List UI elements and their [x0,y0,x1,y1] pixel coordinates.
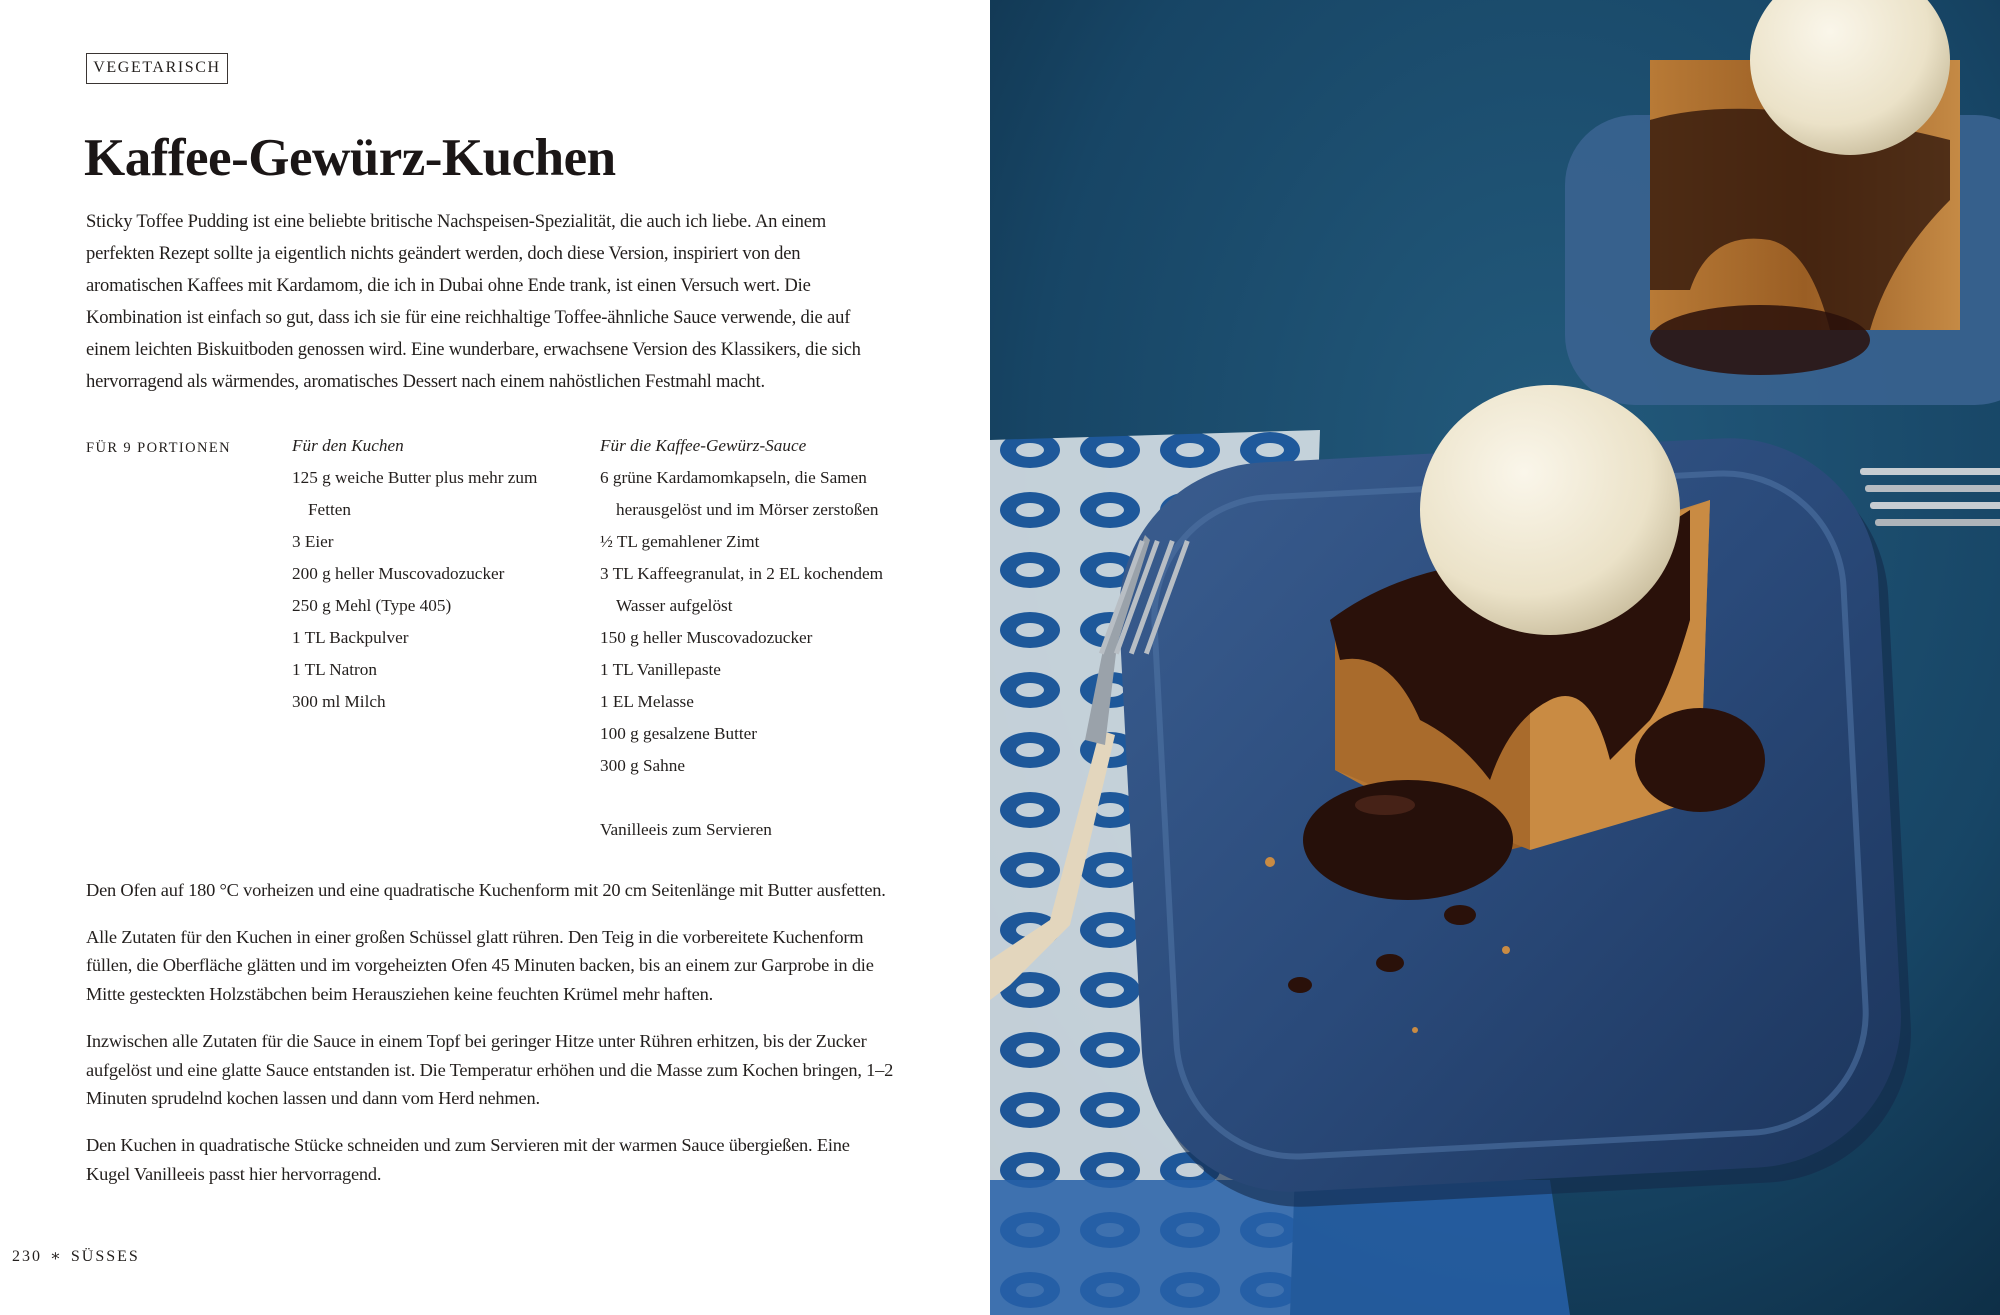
serving-suggestion: Vanilleeis zum Servieren [600,820,772,839]
page-number: 230 [12,1248,42,1265]
sauce-ingredient: 150 g heller Muscovadozucker [600,628,813,647]
recipe-intro: Sticky Toffee Pudding ist eine beliebte britische Nachspeisen-Spezialität, die auch ich liebe. An einem perfekten Rezept sollte ja eigentlich nichts geändert werden, doch diese Version, inspiriert von den aromatischen Kaffees mit Kardamom, die ich in Dubai ohne Ende trank, ist einen Versuch wert. Die Kombination ist einfach so gut, dass ich sie für eine reichhaltige Toffee-ähnliche Sauce verwende, die auf einem leichten Biskuitboden genossen wird. Eine wunderbare, erwachsene Version des Klassikers, die sich hervorragend als wärmendes, aromatisches Dessert nach einem nahöstlichen Festmahl macht. [86,211,861,392]
sauce-ingredient: 300 g Sahne [600,756,685,775]
sauce-ingredient: 1 TL Vanillepaste [600,660,721,679]
ingredient-spacer [600,782,900,814]
sauce-ingredients-heading: Für die Kaffee-Gewürz-Sauce [600,436,807,455]
method-steps [86,876,896,1206]
cake-ingredients-heading: Für den Kuchen [292,436,404,455]
dessert-photo [990,0,2000,1315]
method-step: Den Ofen auf 180 °C vorheizen und eine quadratische Kuchenform mit 20 cm Seitenlänge mit Butter ausfetten. [86,880,886,900]
method-step: Den Kuchen in quadratische Stücke schneiden und zum Servieren mit der warmen Sauce übergießen. Eine Kugel Vanilleeis passt hier hervorragend. [86,1134,850,1184]
sauce-ingredient: ½ TL gemahlener Zimt [600,532,760,551]
cake-ingredient: 200 g heller Muscovadozucker [292,564,505,583]
cake-ingredient: 125 g weiche Butter plus mehr zum Fetten [292,468,538,519]
cake-ingredient: 1 TL Natron [292,660,377,679]
category-tag: VEGETARISCH [86,53,228,84]
cake-ingredient: 3 Eier [292,532,334,551]
cake-ingredients [292,430,582,718]
cake-ingredient: 1 TL Backpulver [292,628,409,647]
sauce-ingredient: 100 g gesalzene Butter [600,724,758,743]
method-step: Alle Zutaten für den Kuchen in einer großen Schüssel glatt rühren. Den Teig in die vorbereitete Kuchenform füllen, die Oberfläche glätten und im vorgeheizten Ofen 45 Minuten backen, bis an einem zur Garprobe in die Mitte gesteckten Holzstäbchen beim Herausziehen keine feuchten Krümel mehr haften. [86,926,874,1005]
section-name: SÜSSES [70,1248,140,1265]
cake-ingredient: 300 ml Milch [292,692,386,711]
page-footer [12,1245,140,1269]
sauce-ingredient: 1 EL Melasse [600,692,694,711]
recipe-page [0,0,990,1315]
servings-label: FÜR 9 PORTIONEN [86,440,232,456]
recipe-title: Kaffee-Gewürz-Kuchen [84,129,616,187]
cake-ingredient: 250 g Mehl (Type 405) [292,596,452,615]
dessert-photo-image [990,0,2000,1315]
vanilla-ice-cream [1420,385,1680,635]
folio-separator: ∗ [50,1248,63,1265]
sauce-ingredient: 3 TL Kaffeegranulat, in 2 EL kochendem Wasser aufgelöst [600,564,884,615]
sauce-ingredient: 6 grüne Kardamomkapseln, die Samen herausgelöst und im Mörser zerstoßen [600,468,879,519]
method-step: Inzwischen alle Zutaten für die Sauce in einem Topf bei geringer Hitze unter Rühren erhitzen, bis der Zucker aufgelöst und eine glatte Sauce entstanden ist. Die Temperatur erhöhen und die Masse zum Kochen bringen, 1–2 Minuten sprudelnd kochen lassen und dann vom Herd nehmen. [86,1030,894,1109]
back-sauce-pool [1650,305,1870,375]
sauce-ingredients [600,430,900,846]
